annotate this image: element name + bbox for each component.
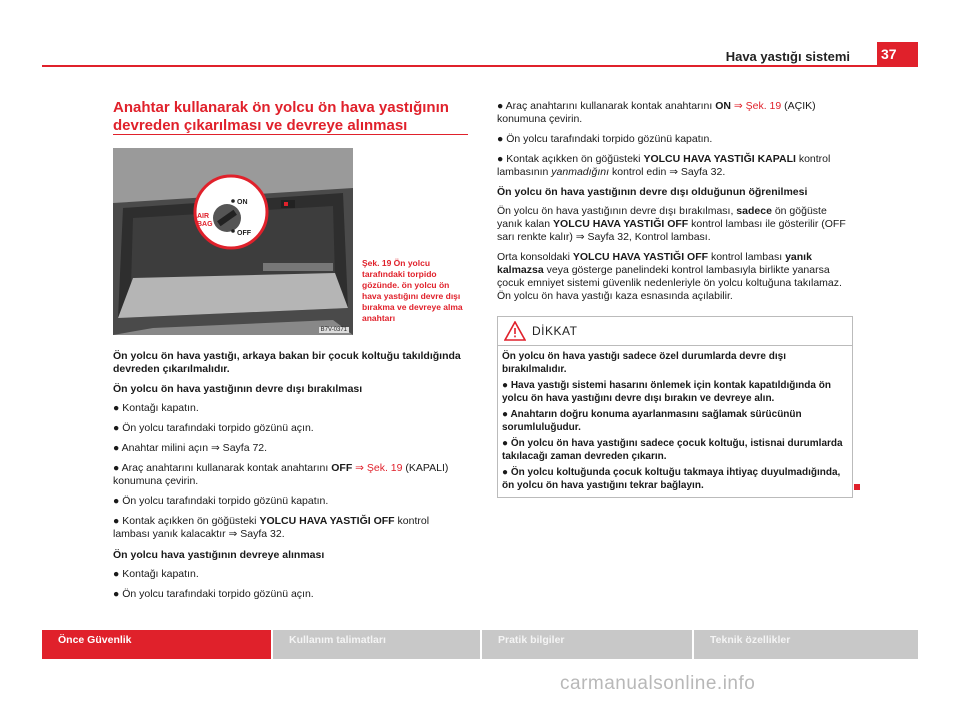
warning-text: Ön yolcu ön hava yastığı sadece özel durumlarda devre dışı bırakılmalıdır. — [502, 351, 786, 375]
list-item: ● Kontak açıkken ön göğüsteki YOLCU HAVA YASTIĞI OFF kontrol lambası yanık kalacaktır ⇒ Sayfa 32. — [113, 515, 430, 540]
figure-label-on: ON — [237, 199, 248, 206]
figure-link[interactable]: ⇒ Şek. 19 — [730, 100, 782, 112]
glovebox-illustration — [113, 148, 353, 335]
figure-code: B7V-0371 — [320, 327, 347, 333]
list-item: ● Ön yolcu tarafındaki torpido gözünü açın. — [113, 422, 314, 434]
right-column — [497, 100, 853, 310]
footer-tab-operation[interactable]: Kullanım talimatları — [273, 630, 480, 659]
list-item: ● Kontak açıkken ön göğüsteki YOLCU HAVA YASTIĞI KAPALI kontrol lambasının yanmadığını kontrol edin ⇒ Sayfa 32. — [497, 153, 831, 178]
footer-tab-safety[interactable]: Önce Güvenlik — [42, 630, 271, 659]
running-header-title: Hava yastığı sistemi — [725, 49, 850, 64]
subheading-enable: Ön yolcu hava yastığının devreye alınması — [113, 549, 325, 561]
header-rule — [42, 65, 918, 67]
list-item: ● Kontağı kapatın. — [113, 402, 199, 414]
list-item: ● Araç anahtarını kullanarak kontak anahtarını ON ⇒ Şek. 19 (AÇIK) konumuna çevirin. — [497, 100, 816, 125]
list-item: ● Kontağı kapatın. — [113, 568, 199, 580]
body-paragraph: Ön yolcu ön hava yastığının devre dışı bırakılması, sadece ön göğüste yanık kalan YOLCU HAVA YASTIĞI OFF kontrol lambası ile gösterilir (OFF sarı renkte kalır) ⇒ Sayfa 32, Kontrol lambası. — [497, 205, 846, 243]
list-item: ● Ön yolcu tarafındaki torpido gözünü kapatın. — [113, 495, 329, 507]
warning-text: ● Ön yolcu koltuğunda çocuk koltuğu takmaya ihtiyaç duyulmadığında, ön yolcu ön hava yastığını tekrar bağlayın. — [502, 467, 841, 491]
title-rule — [113, 134, 468, 135]
figure-label-bag: BAG — [197, 221, 213, 228]
warning-text: ● Hava yastığı sistemi hasarını önlemek için kontak kapatıldığında ön yolcu ön hava yastığını devre dışı bırakın ve devreye alın. — [502, 380, 831, 404]
section-end-marker — [854, 484, 860, 490]
page-number: 37 — [877, 42, 918, 67]
warning-text: ● Anahtarın doğru konuma ayarlanmasını sağlamak sürücünün sorumluluğudur. — [502, 409, 802, 433]
list-item: ● Ön yolcu tarafındaki torpido gözünü kapatın. — [497, 133, 713, 145]
footer-tab-practical[interactable]: Pratik bilgiler — [482, 630, 692, 659]
warning-box — [497, 316, 853, 498]
glovebox-figure — [113, 148, 353, 335]
footer-tab-technical[interactable]: Teknik özellikler — [694, 630, 918, 659]
warning-header — [498, 317, 852, 346]
warning-text: ● Ön yolcu ön hava yastığını sadece çocuk koltuğu, istisnai durumlarda takılacağı zaman devreden çıkarın. — [502, 438, 843, 462]
figure-label-off: OFF — [237, 230, 251, 237]
warning-triangle-icon — [504, 321, 526, 341]
list-item: ● Anahtar milini açın ⇒ Sayfa 72. — [113, 442, 268, 454]
intro-paragraph: Ön yolcu ön hava yastığı, arkaya bakan bir çocuk koltuğu takıldığında devreden çıkarılmalıdır. — [113, 350, 461, 375]
figure-link[interactable]: ⇒ Şek. 19 — [352, 462, 403, 474]
left-column — [113, 350, 468, 608]
figure-label-air: AIR — [197, 213, 210, 220]
list-item: ● Araç anahtarını kullanarak kontak anahtarını OFF ⇒ Şek. 19 (KAPALI) konumuna çevirin. — [113, 462, 449, 487]
warning-title: DİKKAT — [532, 324, 578, 338]
subheading-disable: Ön yolcu ön hava yastığının devre dışı bırakılması — [113, 383, 363, 395]
list-item: ● Ön yolcu tarafındaki torpido gözünü açın. — [113, 588, 314, 600]
section-title: Anahtar kullanarak ön yolcu ön hava yastığının devreden çıkarılması ve devreye alınması — [113, 99, 449, 134]
warning-body — [498, 346, 852, 501]
figure-caption: Şek. 19 Ön yolcu tarafındaki torpido gözünde. ön yolcu ön hava yastığını devre dışı bırakma ve devreye alma anahtarı — [362, 258, 463, 323]
watermark: carmanualsonline.info — [560, 673, 756, 694]
body-paragraph: Orta konsoldaki YOLCU HAVA YASTIĞI OFF kontrol lambası yanık kalmazsa veya gösterge panelindeki kontrol lambasıyla birlikte yanarsa çocuk emniyet sistemi güvenlik nedenleriyle ön yolcu koltuğuna takılamaz. Ön yolcu ön hava yastığı kaza esnasında açılabilir. — [497, 251, 842, 302]
subheading-status: Ön yolcu ön hava yastığının devre dışı olduğunun öğrenilmesi — [497, 186, 808, 198]
